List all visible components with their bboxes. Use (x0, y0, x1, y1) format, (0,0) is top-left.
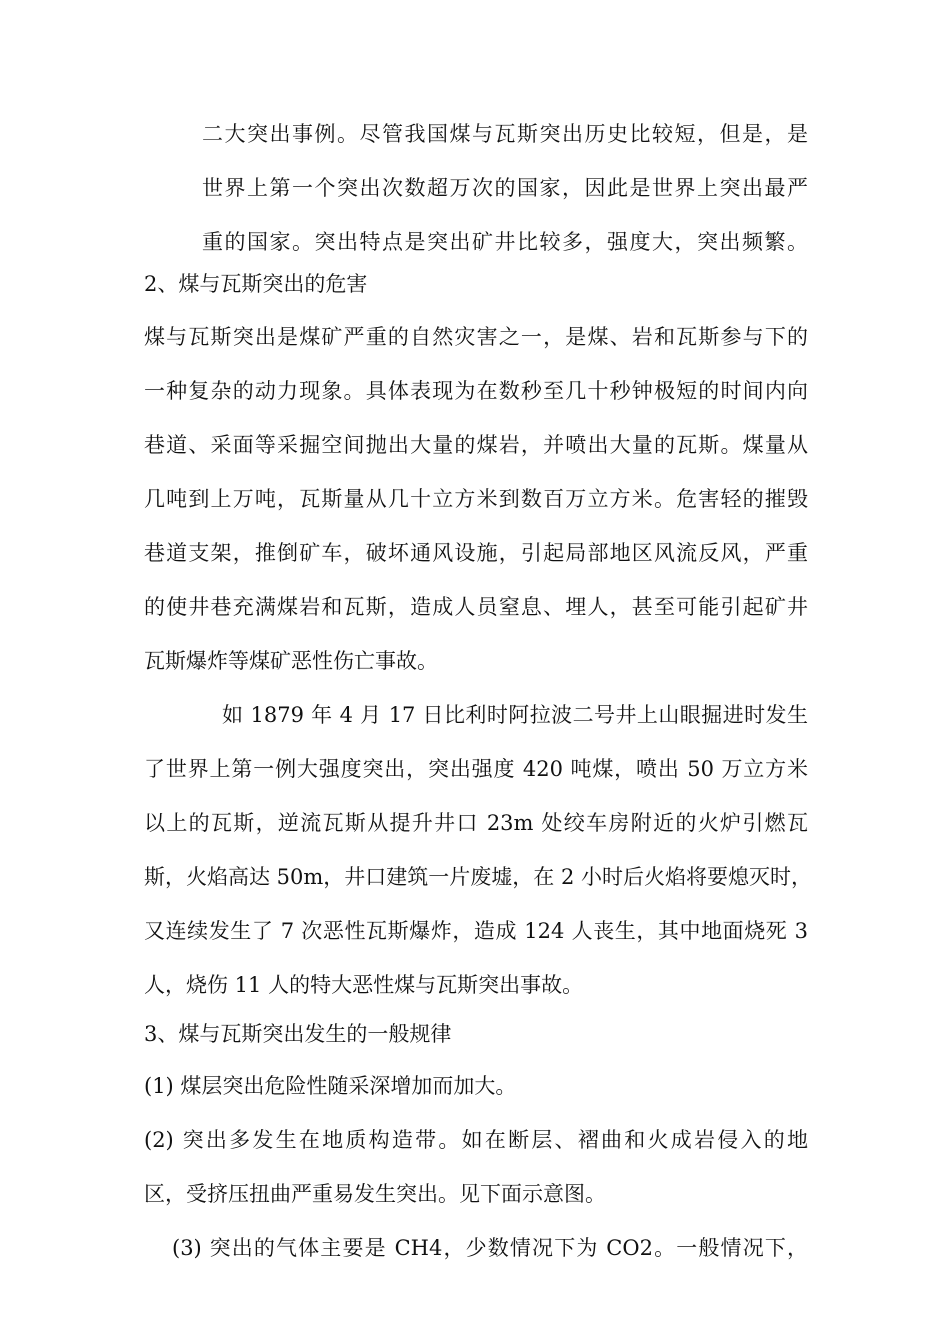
paragraph-line: 重的国家。突出特点是突出矿井比较多，强度大，突出频繁。 (202, 230, 808, 254)
paragraph-line: 一种复杂的动力现象。具体表现为在数秒至几十秒钟极短的时间内向 (144, 379, 808, 403)
paragraph-line: 又连续发生了 7 次恶性瓦斯爆炸，造成 124 人丧生，其中地面烧死 3 (144, 919, 808, 943)
paragraph-line: 巷道、采面等采掘空间抛出大量的煤岩，并喷出大量的瓦斯。煤量从 (144, 433, 808, 457)
list-item: (2) 突出多发生在地质构造带。如在断层、褶曲和火成岩侵入的地 (144, 1128, 808, 1152)
paragraph-line: 世界上第一个突出次数超万次的国家，因此是世界上突出最严 (202, 176, 808, 200)
paragraph-line: 人，烧伤 11 人的特大恶性煤与瓦斯突出事故。 (144, 973, 584, 997)
section-heading: 2、煤与瓦斯突出的危害 (144, 272, 368, 296)
paragraph-line: 瓦斯爆炸等煤矿恶性伤亡事故。 (144, 649, 438, 673)
paragraph-line: 斯，火焰高达 50m，井口建筑一片废墟，在 2 小时后火焰将要熄灭时， (144, 865, 813, 889)
paragraph-line: 巷道支架，推倒矿车，破坏通风设施，引起局部地区风流反风，严重 (144, 541, 808, 565)
list-item: (3) 突出的气体主要是 CH4，少数情况下为 CO2。一般情况下， (172, 1236, 808, 1260)
paragraph-line: 了世界上第一例大强度突出，突出强度 420 吨煤，喷出 50 万立方米 (144, 757, 808, 781)
paragraph-line: 二大突出事例。尽管我国煤与瓦斯突出历史比较短，但是，是 (202, 122, 808, 146)
paragraph-line: 区，受挤压扭曲严重易发生突出。见下面示意图。 (144, 1182, 606, 1206)
paragraph-line: 煤与瓦斯突出是煤矿严重的自然灾害之一，是煤、岩和瓦斯参与下的 (144, 325, 808, 349)
paragraph-line: 几吨到上万吨，瓦斯量从几十立方米到数百万立方米。危害轻的摧毁 (144, 487, 808, 511)
paragraph-line: 如 1879 年 4 月 17 日比利时阿拉波二号井上山眼掘进时发生 (222, 703, 808, 727)
paragraph-line: 以上的瓦斯，逆流瓦斯从提升井口 23m 处绞车房附近的火炉引燃瓦 (144, 811, 808, 835)
paragraph-line: 的使井巷充满煤岩和瓦斯，造成人员窒息、埋人，甚至可能引起矿井 (144, 595, 808, 619)
list-item: (1) 煤层突出危险性随采深增加而加大。 (144, 1074, 517, 1098)
section-heading: 3、煤与瓦斯突出发生的一般规律 (144, 1022, 452, 1046)
